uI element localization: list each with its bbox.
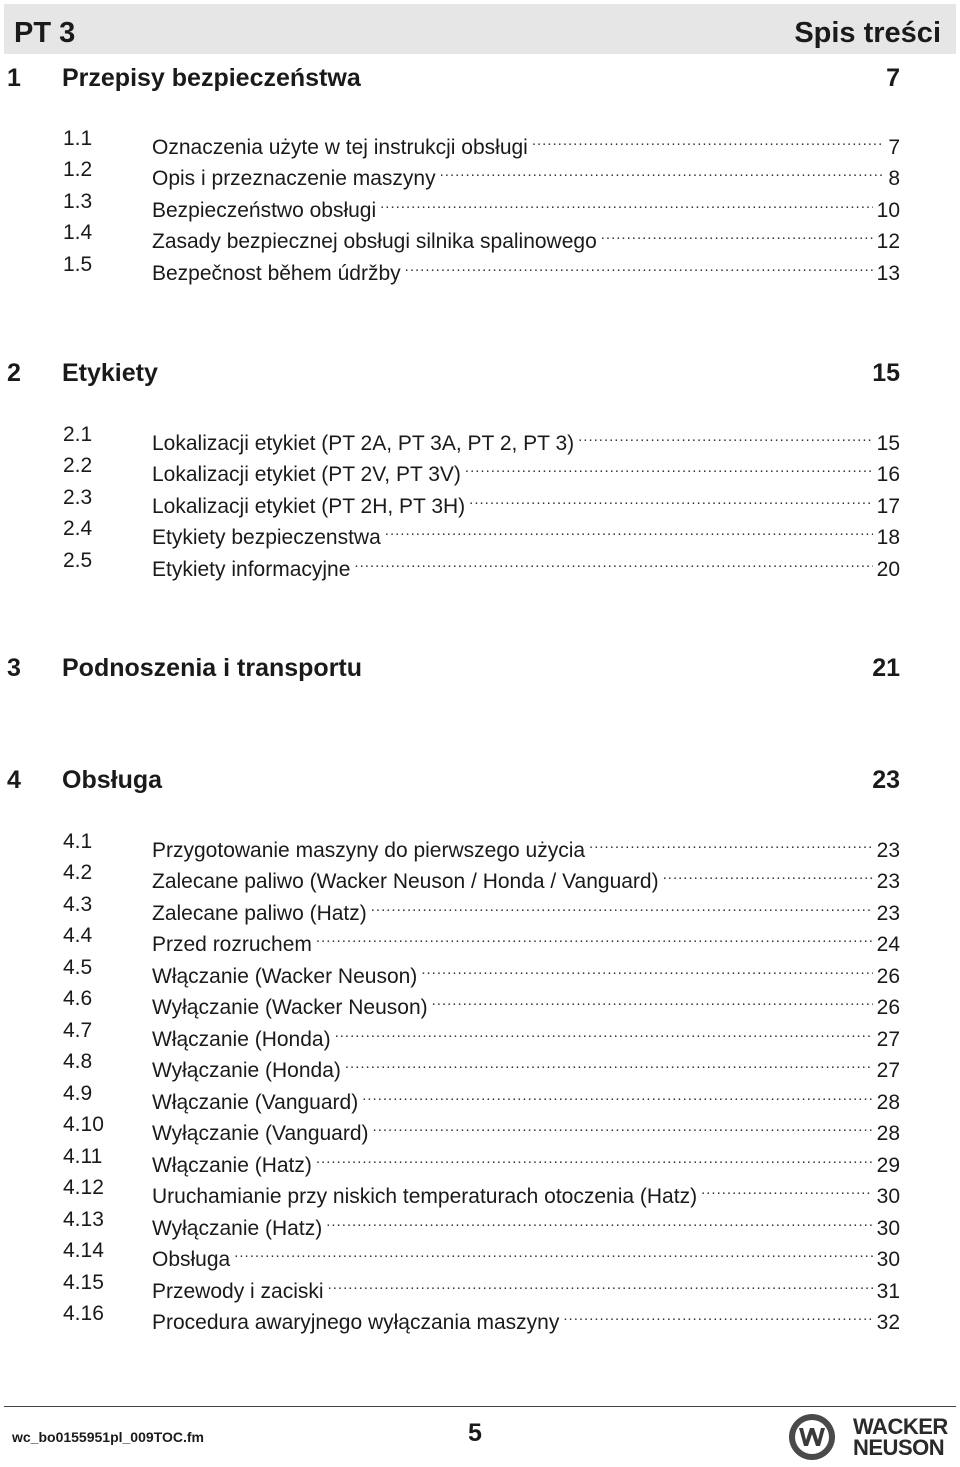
entry-page: 23	[876, 902, 900, 925]
document-title: PT 3	[14, 17, 76, 49]
entry-number: 2.2	[63, 454, 93, 477]
entry-title: Przygotowanie maszyny do pierwszego użycia	[152, 839, 586, 862]
chapter-title: Obsługa	[62, 766, 163, 794]
toc-entry[interactable]	[63, 420, 900, 455]
entry-page: 26	[876, 996, 900, 1019]
entry-title: Bezpečnost během údržby	[152, 262, 401, 285]
toc-chapter-2[interactable]	[7, 355, 900, 391]
dot-leader	[421, 953, 872, 983]
chapter-number: 4	[7, 766, 21, 794]
entry-number: 4.4	[63, 924, 93, 947]
dot-leader	[316, 1142, 873, 1172]
toc-chapter-4[interactable]	[7, 762, 900, 798]
dot-leader	[354, 546, 872, 576]
entry-title: Przewody i zaciski	[152, 1280, 324, 1303]
dot-leader	[532, 124, 884, 154]
dot-leader	[345, 1047, 873, 1077]
entry-number: 4.8	[63, 1050, 93, 1073]
footer-file-code: wc_bo0155951pl_009TOC.fm	[12, 1429, 204, 1445]
toc-entry[interactable]	[63, 984, 900, 1019]
entry-number: 4.13	[63, 1208, 104, 1231]
entry-title: Włączanie (Vanguard)	[152, 1091, 359, 1114]
dot-leader	[373, 1110, 873, 1140]
entry-title: Bezpieczeństwo obsługi	[152, 199, 377, 222]
entry-title: Oznaczenia użyte w tej instrukcji obsługi	[152, 136, 528, 159]
entry-page: 30	[876, 1185, 900, 1208]
chapter-number: 2	[7, 359, 21, 387]
entry-number: 1.3	[63, 190, 93, 213]
entry-page: 7	[888, 136, 900, 159]
brand-line-1: WACKER	[853, 1414, 948, 1439]
entry-number: 1.1	[63, 127, 93, 150]
footer-page-number: 5	[468, 1419, 482, 1447]
entry-number: 4.10	[63, 1113, 104, 1136]
dot-leader	[601, 218, 873, 248]
entry-page: 29	[876, 1154, 900, 1177]
entry-page: 26	[876, 965, 900, 988]
wacker-neuson-logo	[778, 1412, 958, 1462]
toc-entry[interactable]	[63, 124, 900, 159]
brand-wordmark	[853, 1416, 948, 1458]
entry-number: 4.1	[63, 830, 93, 853]
entry-title: Wyłączanie (Hatz)	[152, 1217, 323, 1240]
toc-entry[interactable]	[63, 858, 900, 893]
toc-entry[interactable]	[63, 250, 900, 285]
entry-title: Wyłączanie (Honda)	[152, 1059, 341, 1082]
toc-entry[interactable]	[63, 546, 900, 581]
entry-number: 4.7	[63, 1019, 93, 1042]
entry-page: 23	[876, 839, 900, 862]
entry-page: 24	[876, 933, 900, 956]
dot-leader	[578, 420, 873, 450]
entry-title: Opis i przeznaczenie maszyny	[152, 167, 436, 190]
toc-entry[interactable]	[63, 1110, 900, 1145]
entry-title: Zalecane paliwo (Wacker Neuson / Honda / Vanguard)	[152, 870, 659, 893]
toc-entry[interactable]	[63, 187, 900, 222]
entry-page: 15	[876, 432, 900, 455]
chapter-title: Etykiety	[62, 359, 158, 387]
dot-leader	[234, 1236, 872, 1266]
entry-number: 4.3	[63, 893, 93, 916]
wacker-neuson-emblem-icon	[778, 1412, 846, 1462]
entry-number: 4.11	[63, 1145, 103, 1168]
entry-title: Obsługa	[152, 1248, 231, 1271]
toc-chapter-3[interactable]	[7, 650, 900, 686]
dot-leader	[316, 921, 873, 951]
dot-leader	[563, 1299, 872, 1329]
chapter-page: 7	[886, 64, 900, 92]
toc-entry[interactable]	[63, 218, 900, 253]
entry-number: 4.12	[63, 1176, 104, 1199]
entry-page: 31	[876, 1280, 900, 1303]
toc-entry[interactable]	[63, 1236, 900, 1271]
entry-number: 4.15	[63, 1271, 104, 1294]
dot-leader	[405, 250, 873, 280]
entry-number: 4.9	[63, 1082, 93, 1105]
dot-leader	[362, 1079, 872, 1109]
toc-entry[interactable]	[63, 1173, 900, 1208]
dot-leader	[663, 858, 873, 888]
entry-number: 4.5	[63, 956, 93, 979]
toc-entry[interactable]	[63, 1299, 900, 1334]
dot-leader	[469, 483, 872, 513]
toc-entry[interactable]	[63, 1205, 900, 1240]
toc-entry[interactable]	[63, 1047, 900, 1082]
entry-page: 10	[876, 199, 900, 222]
entry-number: 4.14	[63, 1239, 104, 1262]
dot-leader	[335, 1016, 873, 1046]
entry-page: 13	[876, 262, 900, 285]
entry-title: Lokalizacji etykiet (PT 2V, PT 3V)	[152, 463, 461, 486]
entry-page: 27	[876, 1028, 900, 1051]
dot-leader	[328, 1268, 873, 1298]
toc-entry[interactable]	[63, 1268, 900, 1303]
toc-title: Spis treści	[794, 17, 941, 49]
entry-number: 1.5	[63, 253, 93, 276]
toc-entry[interactable]	[63, 1016, 900, 1051]
entry-page: 18	[876, 526, 900, 549]
toc-entry[interactable]	[63, 827, 900, 862]
entry-page: 30	[876, 1248, 900, 1271]
entry-page: 17	[876, 495, 900, 518]
entry-number: 4.16	[63, 1302, 104, 1325]
entry-title: Lokalizacji etykiet (PT 2H, PT 3H)	[152, 495, 466, 518]
entry-number: 4.6	[63, 987, 93, 1010]
entry-title: Uruchamianie przy niskich temperaturach otoczenia (Hatz)	[152, 1185, 698, 1208]
dot-leader	[589, 827, 873, 857]
entry-page: 20	[876, 558, 900, 581]
toc-entry[interactable]	[63, 890, 900, 925]
entry-title: Włączanie (Wacker Neuson)	[152, 965, 418, 988]
dot-leader	[380, 187, 873, 217]
entry-title: Etykiety informacyjne	[152, 558, 351, 581]
toc-entry[interactable]	[63, 155, 900, 190]
toc-entry[interactable]	[63, 921, 900, 956]
entry-title: Zasady bezpiecznej obsługi silnika spalinowego	[152, 230, 597, 253]
dot-leader	[371, 890, 873, 920]
entry-page: 8	[888, 167, 900, 190]
toc-entry[interactable]	[63, 483, 900, 518]
header-bar	[4, 4, 956, 54]
dot-leader	[465, 451, 873, 481]
brand-line-2: NEUSON	[853, 1435, 945, 1460]
chapter-number: 3	[7, 654, 21, 682]
toc-chapter-1[interactable]	[7, 60, 900, 96]
entry-page: 27	[876, 1059, 900, 1082]
entry-number: 2.3	[63, 486, 93, 509]
entry-page: 23	[876, 870, 900, 893]
entry-title: Wyłączanie (Vanguard)	[152, 1122, 369, 1145]
dot-leader	[326, 1205, 872, 1235]
chapter-page: 15	[872, 359, 900, 387]
entry-title: Włączanie (Hatz)	[152, 1154, 312, 1177]
entry-page: 16	[876, 463, 900, 486]
dot-leader	[440, 155, 885, 185]
dot-leader	[385, 514, 873, 544]
toc-entry[interactable]	[63, 451, 900, 486]
toc-entry[interactable]	[63, 953, 900, 988]
entry-page: 28	[876, 1091, 900, 1114]
entry-page: 28	[876, 1122, 900, 1145]
dot-leader	[432, 984, 873, 1014]
toc-entry[interactable]	[63, 1142, 900, 1177]
entry-title: Etykiety bezpieczenstwa	[152, 526, 381, 549]
entry-title: Przed rozruchem	[152, 933, 312, 956]
chapter-page: 23	[872, 766, 900, 794]
entry-number: 1.4	[63, 221, 93, 244]
entry-title: Lokalizacji etykiet (PT 2A, PT 3A, PT 2, PT 3)	[152, 432, 575, 455]
entry-title: Włączanie (Honda)	[152, 1028, 331, 1051]
chapter-page: 21	[872, 654, 900, 682]
entry-page: 30	[876, 1217, 900, 1240]
entry-number: 1.2	[63, 158, 93, 181]
chapter-number: 1	[7, 64, 21, 92]
dot-leader	[701, 1173, 873, 1203]
entry-page: 12	[876, 230, 900, 253]
entry-number: 2.4	[63, 517, 93, 540]
entry-number: 2.1	[63, 423, 93, 446]
footer-divider	[4, 1406, 956, 1407]
entry-title: Wyłączanie (Wacker Neuson)	[152, 996, 428, 1019]
toc-entry[interactable]	[63, 514, 900, 549]
entry-page: 32	[876, 1311, 900, 1334]
entry-number: 4.2	[63, 861, 93, 884]
toc-entry[interactable]	[63, 1079, 900, 1114]
entry-number: 2.5	[63, 549, 93, 572]
entry-title: Zalecane paliwo (Hatz)	[152, 902, 367, 925]
chapter-title: Podnoszenia i transportu	[62, 654, 363, 682]
chapter-title: Przepisy bezpieczeństwa	[62, 64, 361, 92]
entry-title: Procedura awaryjnego wyłączania maszyny	[152, 1311, 560, 1334]
